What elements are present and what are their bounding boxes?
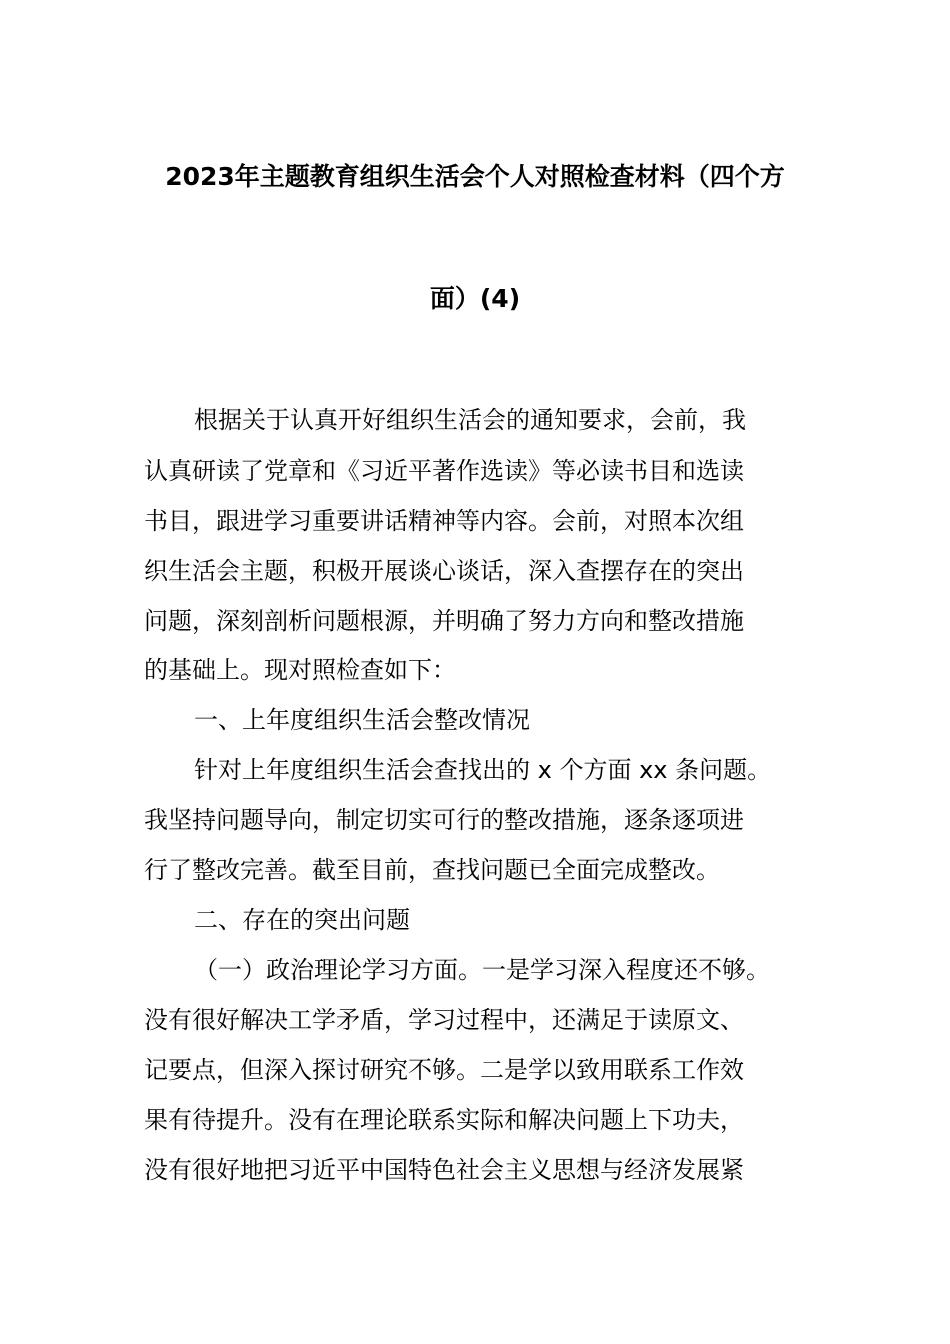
paragraph-line: 行了整改完善。截至目前，查找问题已全面完成整改。	[144, 856, 720, 884]
paragraph-line: 我坚持问题导向，制定切实可行的整改措施，逐条逐项进	[144, 806, 744, 834]
document-title-line-1: 2023年主题教育组织生活会个人对照检查材料（四个方	[165, 162, 785, 191]
paragraph-line: 记要点，但深入探讨研究不够。二是学以致用联系工作效	[144, 1056, 744, 1084]
paragraph-line: 果有待提升。没有在理论联系实际和解决问题上下功夫，	[144, 1106, 744, 1134]
paragraph-line: 书目，跟进学习重要讲话精神等内容。会前，对照本次组	[144, 507, 744, 535]
paragraph-line: 认真研读了党章和《习近平著作选读》等必读书目和选读	[144, 457, 744, 485]
paragraph-line: （一）政治理论学习方面。一是学习深入程度还不够。	[194, 956, 770, 984]
paragraph-line: 织生活会主题，积极开展谈心谈话，深入查摆存在的突出	[144, 557, 744, 585]
paragraph-line: 针对上年度组织生活会查找出的 x 个方面 xx 条问题。	[194, 756, 772, 784]
paragraph-line: 没有很好地把习近平中国特色社会主义思想与经济发展紧	[144, 1156, 744, 1184]
paragraph-line: 的基础上。现对照检查如下：	[144, 656, 456, 684]
document-title-line-2: 面）(4)	[429, 284, 521, 313]
section-heading-2: 二、存在的突出问题	[194, 906, 410, 934]
paragraph-line: 根据关于认真开好组织生活会的通知要求，会前，我	[194, 406, 746, 434]
paragraph-line: 问题，深刻剖析问题根源，并明确了努力方向和整改措施	[144, 607, 744, 635]
section-heading-1: 一、上年度组织生活会整改情况	[194, 706, 530, 734]
paragraph-line: 没有很好解决工学矛盾，学习过程中，还满足于读原文、	[144, 1006, 744, 1034]
